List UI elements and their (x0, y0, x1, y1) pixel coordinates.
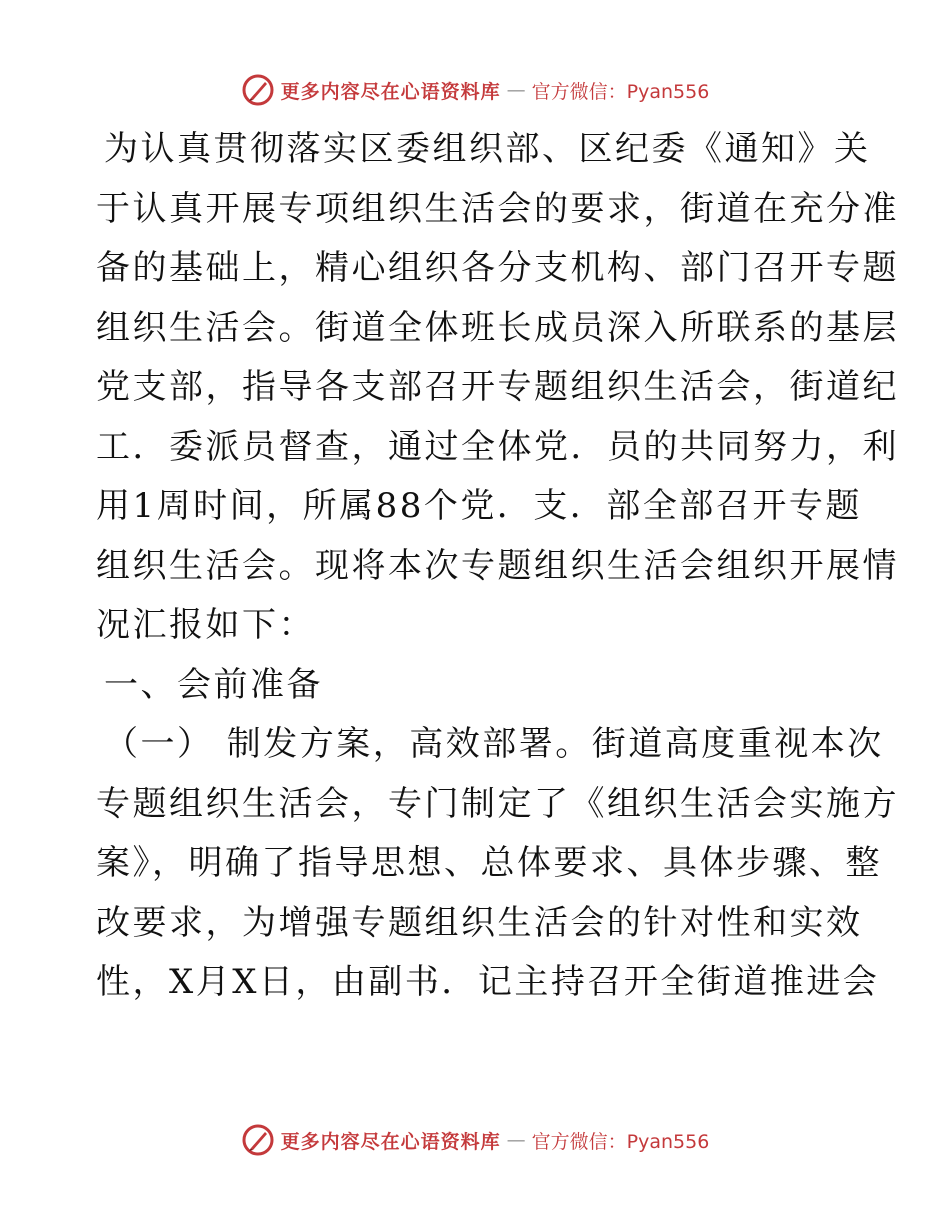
footer-watermark (0, 1120, 950, 1160)
watermark-wechat-text: 官方微信：Pyan556 (531, 1130, 710, 1153)
quill-pen-icon (241, 1123, 275, 1157)
paragraph-line: 为认真贯彻落实区委组织部、区纪委《通知》关 (104, 129, 871, 169)
watermark-dash: — (506, 1129, 526, 1151)
paragraph-line: 专题组织生活会，专门制定了《组织生活会实施方 (96, 783, 899, 824)
document-body (96, 120, 899, 1013)
watermark-site-text: 更多内容尽在心语资料库 (280, 80, 501, 103)
paragraph-line: 用1周时间，所属88个党．支．部全部召开专题 (96, 486, 862, 526)
paragraph-line: 案》，明确了指导思想、总体要求、具体步骤、整 (96, 843, 882, 883)
paragraph-line: （一） 制发方案，高效部署。街道高度重视本次 (104, 724, 884, 764)
paragraph-line: 组织生活会。街道全体班长成员深入所联系的基层 (96, 307, 899, 348)
paragraph-line: 性，X月X日，由副书．记主持召开全街道推进会 (96, 962, 880, 1002)
paragraph-line: 组织生活会。现将本次专题组织生活会组织开展情 (96, 545, 899, 586)
paragraph-line: 于认真开展专项组织生活会的要求，街道在充分准 (96, 188, 899, 229)
watermark-site-text: 更多内容尽在心语资料库 (280, 1130, 501, 1153)
watermark-dash: — (506, 79, 526, 101)
quill-pen-icon (241, 73, 275, 107)
header-watermark (0, 70, 950, 110)
paragraph-line: 工．委派员督查，通过全体党．员的共同努力，利 (96, 426, 899, 467)
watermark-wechat-text: 官方微信：Pyan556 (531, 80, 710, 103)
section-heading: 一、会前准备 (104, 664, 323, 705)
paragraph-line: 党支部，指导各支部召开专题组织生活会，街道纪 (96, 367, 899, 407)
paragraph-line: 况汇报如下： (96, 605, 315, 645)
paragraph-line: 备的基础上，精心组织各分支机构、部门召开专题 (96, 248, 899, 288)
paragraph-line: 改要求，为增强专题组织生活会的针对性和实效 (96, 902, 863, 943)
